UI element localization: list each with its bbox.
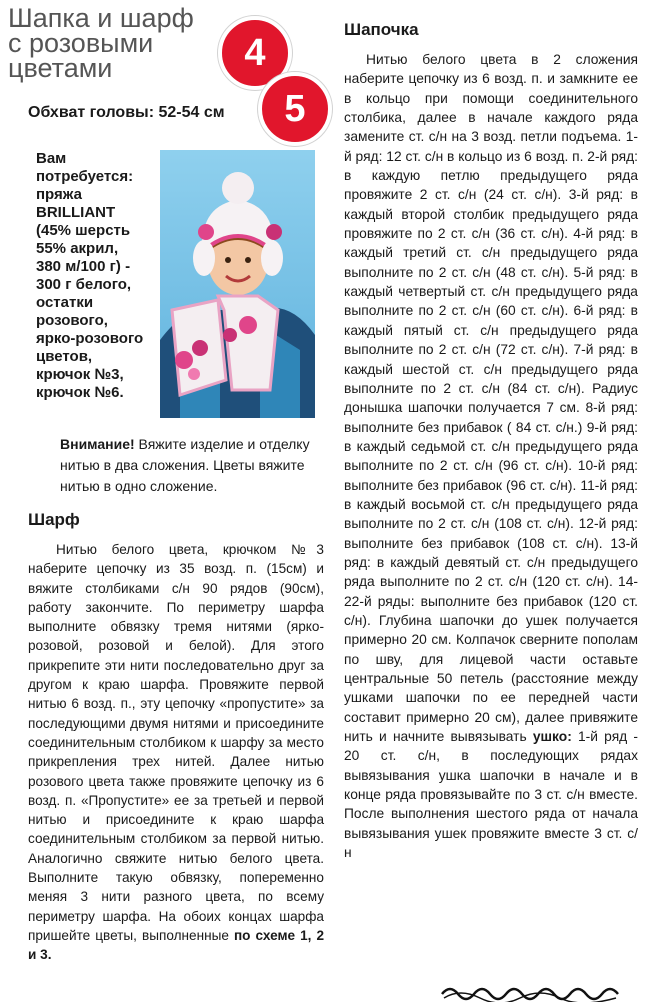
ears-label: ушко:	[532, 729, 572, 745]
scarf-body: Нитью белого цвета, крючком №3 наберите цепочку из 35 возд. п. (15см) и вяжите столбиками с/н 90 рядов (90см), работу закончите. По периметру шарфа выполните обвязку тремя нитями (ярко-розовой, розовой и белой). Для этого прикрепите эти нити последовательно друг за другом к краю шарфа. Провяжите первой нитью 6 возд. п., эту цепочку «пропустите» за последующими двумя нитями и присоедините соединительным столбиком к шарфу за место прикрепления трех нитей. Далее нитью розового цвета также провяжите цепочку из 6 возд. п. «Пропустите» ее за третьей и первой нитью и присоедините к краю шарфа соединительным столбиком за первой нитью. Аналогично свяжите нитью белого цвета. Выполните такую обвязку, попеременно меняя 3 нити разного цвета, по всему периметру шарфа. На обоих концах шарфа пришейте цветы, выполненные	[28, 542, 324, 943]
product-photo	[160, 150, 315, 418]
hat-heading: Шапочка	[344, 20, 419, 39]
scheme-badge-4: 4	[218, 16, 292, 90]
attention-text: Вяжите изделие и отделку нитью в два сложения. Цветы вяжите нитью в одно сложение.	[60, 436, 310, 494]
attention-label: Внимание!	[60, 436, 135, 452]
ears-text: 1-й ряд - 20 ст. с/н, в последующих рядах вывязывания ушка шапочки в начале и в конце ряда провязывайте по 3 ст. с/н вместе. После выполнения шестого ряда от начала вывязывания ушек провяжите вместе 3 ст. с/н	[344, 729, 639, 861]
handwritten-scribble	[440, 980, 620, 1002]
scarf-scheme-ref: по схеме 1, 2 и 3.	[28, 927, 325, 963]
hat-instructions	[344, 50, 638, 862]
hat-body: Нитью белого цвета в 2 сложения наберите цепочку из 6 возд. п. и замкните ее в кольцо при помощи соединительного столбика, далее в начале каждого ряда замените ст. с/н на 3 возд. петли подъема. 1-й ряд: 12 ст. с/н в кольцо из 6 возд. п. 2-й ряд: в каждую петлю предыдущего ряда провяжите 2 ст. с/н (24 ст. с/н). 3-й ряд: в каждый второй столбик предыдущего ряда провяжите по 2 ст. с/н (36 ст. с/н). 4-й ряд: в каждый третий ст. с/н предыдущего ряда выполните по 2 ст. с/н (48 ст. с/н). 5-й ряд: в каждый четвертый ст. с/н предыдущего ряда выполните по 2 ст. с/н (60 ст. с/н). 6-й ряд: в каждый пятый ст. с/н предыдущего ряда выполните по 2 ст. с/н (72 ст. с/н). 7-й ряд: в каждый шестой ст. с/н предыдущего ряда выполните по 2 ст. с/н (84 ст. с/н). Радиус донышка шапочки получается 7 см. 8-й ряд: выполните без прибавок ( 84 ст. с/н.) 9-й ряд: в каждый седьмой ст. с/н предыдущего ряда выполните по 2 ст. с/н (96 ст. с/н). 10-й ряд: выполните без прибавок (96 ст. с/н). 11-й ряд: в каждый восьмой ст. с/н предыдущего ряда выполните по 2 ст. с/н (108 ст. с/н). 12-й ряд: выполните без прибавок (108 ст. с/н). 13-й ряд: в каждый девятый ст. с/н предыдущего ряда выполните по 2 ст. с/н (120 ст. с/н). 14-22-й ряды: выполните без прибавок (120 ст. с/н). Глубина шапочки до ушек получается примерно 20 см. Колпачок сверните пополам по шву, для лицевой части оставьте центральные 50 петель (расстояние между ушками шапочки по ее передней части составит примерно 20 см), далее привяжите нить и начните вывязывать	[344, 52, 638, 745]
head-circumference: Обхват головы: 52-54 см	[28, 104, 225, 121]
scheme-badge-5: 5	[258, 72, 332, 146]
article-title: Шапка и шарф с розовыми цветами	[8, 3, 194, 83]
attention-note	[60, 434, 322, 497]
scarf-heading: Шарф	[28, 510, 80, 529]
materials-list: Вам потребуется: пряжа BRILLIANT (45% шерсть 55% акрил, 380 м/100 г) - 300 г белого, остатки розового, ярко-розового цветов, крючок №3, крючок №6.	[36, 150, 144, 401]
scarf-instructions	[28, 540, 324, 965]
